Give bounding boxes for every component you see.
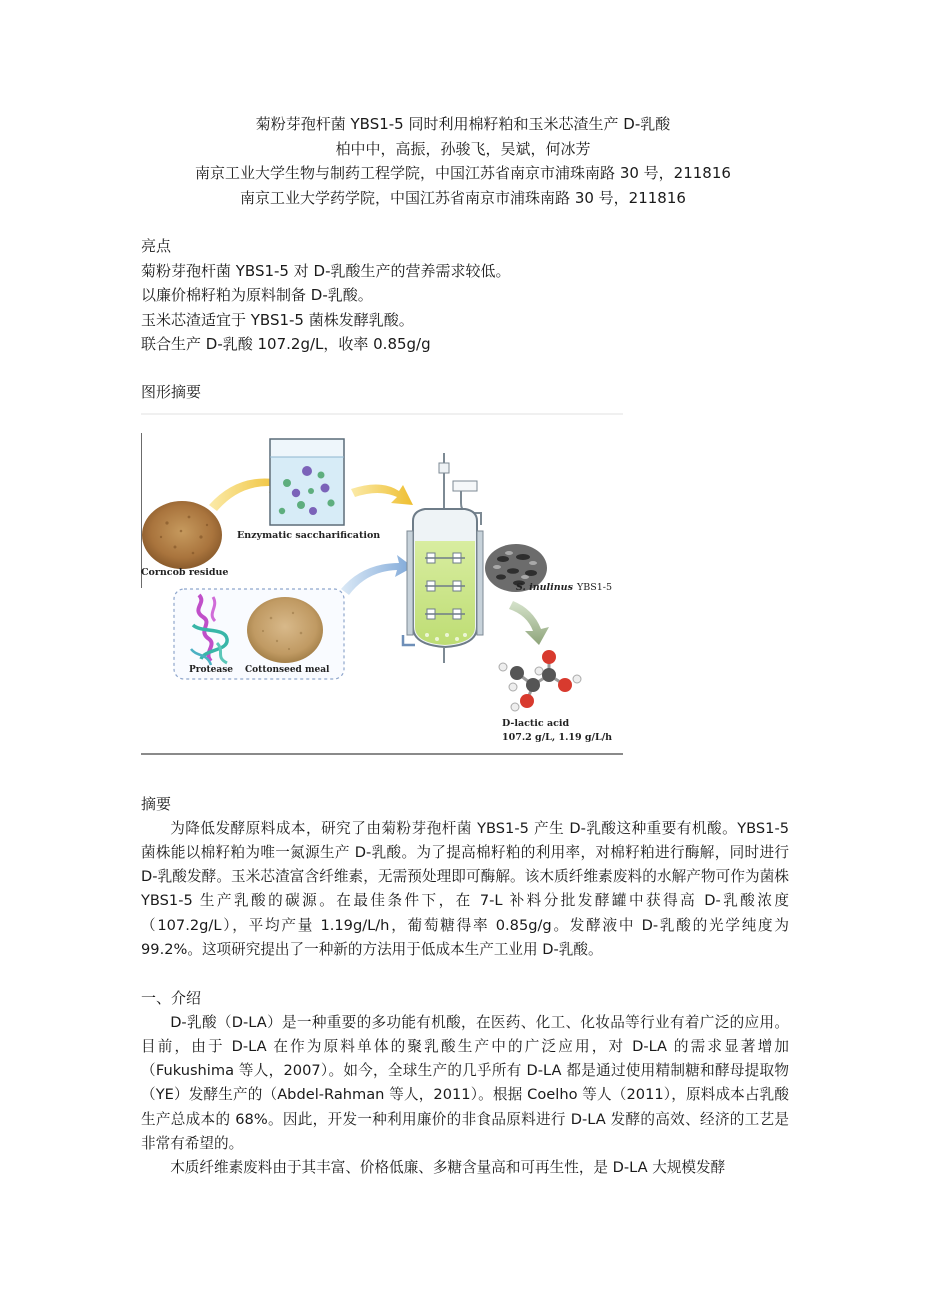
highlight-item: 联合生产 D-乳酸 107.2g/L，收率 0.85g/g [141,335,431,353]
paper-header [0,112,926,210]
affiliation-2: 南京工业大学药学院，中国江苏省南京市浦珠南路 30 号，211816 [240,188,686,207]
saccharification-beaker [270,439,344,525]
highlights-heading: 亮点 [141,237,172,255]
abstract-section [141,792,789,962]
paper-title: 菊粉芽孢杆菌 YBS1-5 同时利用棉籽粕和玉米芯渣生产 D-乳酸 [255,115,671,133]
strain-label [516,582,612,593]
paper-authors: 柏中中，高振，孙骏飞，吴斌，何冰芳 [335,139,591,158]
introduction-paragraph: 木质纤维素废料由于其丰富、价格低廉、多糖含量高和可再生性，是 D-LA 大规模发酵 [170,1159,726,1177]
green-arrow-to-product [509,601,549,645]
affiliation-1: 南京工业大学生物与制药工程学院，中国江苏省南京市浦珠南路 30 号，211816 [195,164,731,182]
protease-label: Protease [189,665,234,675]
abstract-heading: 摘要 [141,795,172,813]
product-label: D-lactic acid [502,718,570,729]
highlight-item: 玉米芯渣适宜于 YBS1-5 菌株发酵乳酸。 [141,310,414,329]
graphical-abstract-heading: 图形摘要 [141,383,202,401]
corncob-label: Corncob residue [141,567,229,578]
yield-label: 107.2 g/L, 1.19 g/L/h [502,732,613,743]
strain-id: YBS1-5 [576,582,613,593]
highlights-section [141,234,789,357]
introduction-paragraph: D-乳酸（D-LA）是一种重要的多功能有机酸，在医药、化工、化妆品等行业有着广泛的应用。目前，由于 D-LA 在作为原料单体的聚乳酸生产中的广泛应用，对 D-LA 的需求显著增加（Fukushima 等人，2007）。如今，全球生产的几乎所有 D-LA 都是通过使用精制糖和酵母提取物（YE）发酵生产的（Abdel-Rahman 等人，2011）。根据 Coelho 等人（2011），原料成本占乳酸生产总成本的 68%。因此，开发一种利用廉价的非食品原料进行 D-LA 发酵的高效、经济的工艺是非常有希望的。 [141,1013,789,1152]
graphical-abstract-figure [141,413,623,756]
graphical-abstract-heading-wrap [141,380,789,405]
cottonseed-meal-pile [247,597,323,663]
yellow-arrow-to-fermenter [351,484,413,505]
fermenter-vessel [403,453,483,663]
introduction-section [141,986,789,1181]
corncob-residue-pile [142,501,222,569]
strain-species: S. inulinus [516,582,573,593]
introduction-heading: 一、介绍 [141,989,202,1007]
blue-arrow-to-fermenter [341,555,413,595]
enzymatic-label: Enzymatic saccharification [237,530,381,541]
highlight-item: 以廉价棉籽粕为原料制备 D-乳酸。 [141,286,373,304]
graphical-abstract-svg [141,413,623,756]
cottonseed-label: Cottonseed meal [245,665,330,675]
d-lactic-acid-molecule [499,650,581,711]
abstract-text: 为降低发酵原料成本，研究了由菊粉芽孢杆菌 YBS1-5 产生 D-乳酸这种重要有机酸。YBS1-5 菌株能以棉籽粕为唯一氮源生产 D-乳酸。为了提高棉籽粕的利用率，对棉籽粕进行酶解，同时进行 D-乳酸发酵。玉米芯渣富含纤维素，无需预处理即可酶解。该木质纤维素废料的水解产物可作为菌株 YBS1-5 生产乳酸的碳源。在最佳条件下，在 7-L 补料分批发酵罐中获得高 D-乳酸浓度（107.2g/L），平均产量 1.19g/L/h，葡萄糖得率 0.85g/g。发酵液中 D-乳酸的光学纯度为 99.2%。这项研究提出了一种新的方法用于低成本生产工业用 D-乳酸。 [141,819,789,958]
highlight-item: 菊粉芽孢杆菌 YBS1-5 对 D-乳酸生产的营养需求较低。 [141,261,511,280]
